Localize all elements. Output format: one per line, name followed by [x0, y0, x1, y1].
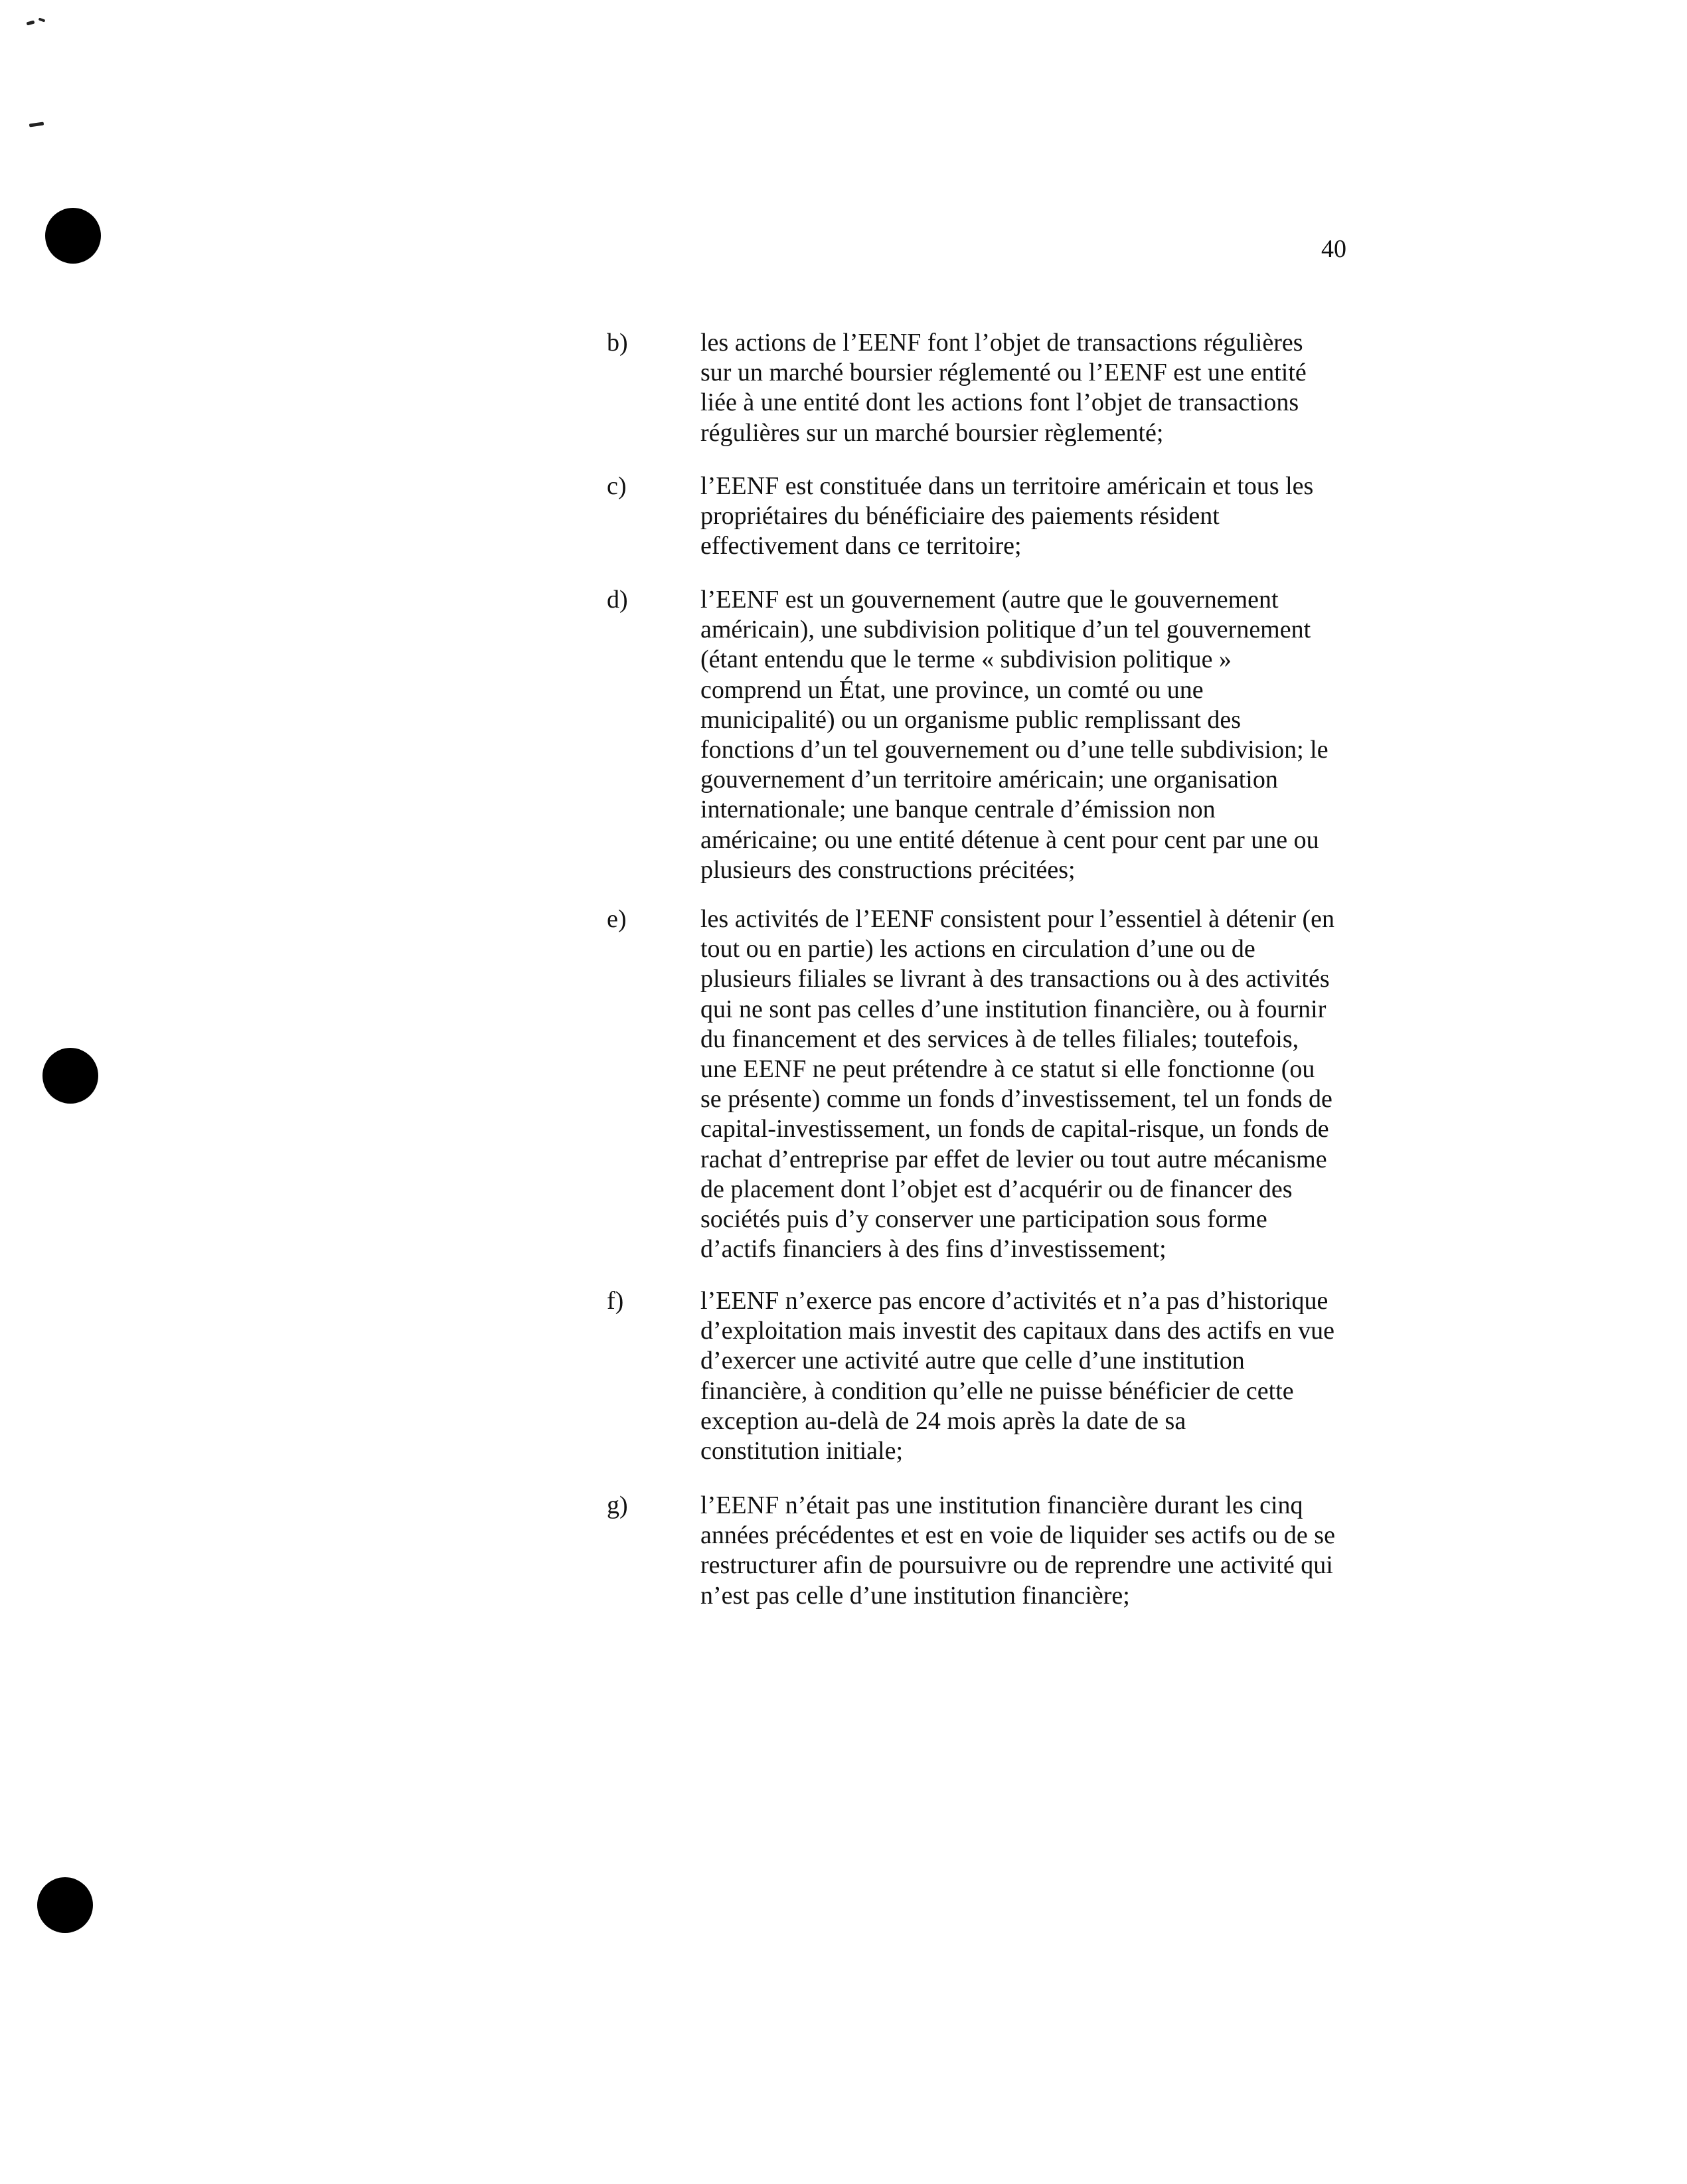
- text-line: du financement et des services à de telles filiales; toutefois,: [700, 1025, 1299, 1053]
- text-line: effectivement dans ce territoire;: [700, 532, 1022, 560]
- text-line: municipalité) ou un organisme public remplissant des: [700, 705, 1242, 734]
- text-line: plusieurs des constructions précitées;: [700, 855, 1076, 884]
- text-line: américain), une subdivision politique d’un tel gouvernement: [700, 616, 1311, 644]
- text-line: d’exploitation mais investit des capitaux dans des actifs en vue: [700, 1317, 1335, 1345]
- text-line: comprend un État, une province, un comté ou une: [700, 675, 1204, 704]
- text-line: l’EENF est constituée dans un territoire américain et tous les: [700, 472, 1314, 500]
- text-line: tout ou en partie) les actions en circulation d’une ou de: [700, 935, 1255, 964]
- text-line: internationale; une banque centrale d’émission non: [700, 796, 1216, 824]
- text-line: régulières sur un marché boursier règlementé;: [700, 418, 1164, 447]
- text-line: liée à une entité dont les actions font l’objet de transactions: [700, 388, 1299, 417]
- item-label: d): [607, 586, 628, 614]
- text-line: sur un marché boursier réglementé ou l’EENF est une entité: [700, 359, 1307, 387]
- text-line: exception au-delà de 24 mois après la date de sa: [700, 1406, 1186, 1435]
- punch-hole-top: [45, 208, 101, 264]
- text-line: l’EENF n’exerce pas encore d’activités et n’a pas d’historique: [700, 1287, 1328, 1315]
- item-text: [700, 1286, 1368, 1466]
- text-line: rachat d’entreprise par effet de levier ou tout autre mécanisme: [700, 1145, 1327, 1173]
- page-number: 40: [1321, 235, 1346, 263]
- text-line: se présente) comme un fonds d’investissement, tel un fonds de: [700, 1085, 1332, 1114]
- text-line: l’EENF est un gouvernement (autre que le gouvernement: [700, 586, 1279, 614]
- text-line: propriétaires du bénéficiaire des paiements résident: [700, 502, 1220, 531]
- text-line: américaine; ou une entité détenue à cent pour cent par une ou: [700, 825, 1319, 854]
- item-label: c): [607, 472, 627, 500]
- text-line: (étant entendu que le terme « subdivision politique »: [700, 645, 1232, 674]
- text-line: l’EENF n’était pas une institution financière durant les cinq: [700, 1491, 1303, 1519]
- item-label: b): [607, 329, 628, 357]
- text-line: de placement dont l’objet est d’acquérir ou de financer des: [700, 1175, 1293, 1203]
- text-line: qui ne sont pas celles d’une institution financière, ou à fournir: [700, 995, 1326, 1023]
- text-line: constitution initiale;: [700, 1437, 904, 1466]
- item-label: g): [607, 1491, 628, 1519]
- text-line: les activités de l’EENF consistent pour l’essentiel à détenir (en: [700, 905, 1334, 933]
- text-line: d’exercer une activité autre que celle d’une institution: [700, 1347, 1245, 1375]
- text-line: plusieurs filiales se livrant à des transactions ou à des activités: [700, 965, 1330, 993]
- text-line: les actions de l’EENF font l’objet de transactions régulières: [700, 329, 1303, 357]
- text-line: capital-investissement, un fonds de capital-risque, un fonds de: [700, 1115, 1329, 1143]
- text-line: gouvernement d’un territoire américain; une organisation: [700, 766, 1278, 794]
- scan-speck: [27, 21, 35, 26]
- text-line: restructurer afin de poursuivre ou de reprendre une activité qui: [700, 1551, 1333, 1580]
- item-label: f): [607, 1287, 624, 1315]
- text-line: années précédentes et est en voie de liquider ses actifs ou de se: [700, 1521, 1335, 1550]
- punch-hole-bottom: [37, 1877, 93, 1933]
- item-text: [700, 585, 1368, 885]
- item-text: [700, 904, 1368, 1264]
- text-line: d’actifs financiers à des fins d’investissement;: [700, 1235, 1166, 1264]
- scan-speck: [29, 122, 44, 127]
- punch-hole-middle: [42, 1048, 98, 1104]
- text-line: une EENF ne peut prétendre à ce statut si elle fonctionne (ou: [700, 1055, 1315, 1084]
- text-line: sociétés puis d’y conserver une participation sous forme: [700, 1205, 1267, 1234]
- text-line: n’est pas celle d’une institution financière;: [700, 1581, 1130, 1610]
- text-line: fonctions d’un tel gouvernement ou d’une telle subdivision; le: [700, 736, 1328, 764]
- scan-speck: [39, 17, 46, 22]
- item-text: [700, 328, 1368, 448]
- item-text: [700, 1491, 1368, 1611]
- item-label: e): [607, 905, 627, 933]
- item-text: [700, 471, 1368, 562]
- text-line: financière, à condition qu’elle ne puisse bénéficier de cette: [700, 1377, 1294, 1405]
